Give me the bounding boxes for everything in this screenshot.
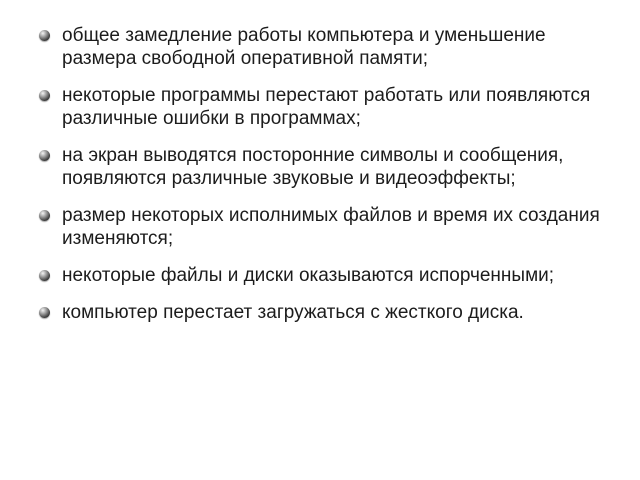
bullet-text: некоторые файлы и диски оказываются испорченными; — [62, 265, 555, 286]
bullet-icon — [39, 210, 50, 221]
bullet-icon — [39, 307, 50, 318]
bullet-icon — [39, 30, 50, 41]
bullet-list — [38, 24, 600, 324]
list-item — [38, 144, 600, 190]
bullet-text: компьютер перестает загружаться с жесткого диска. — [62, 302, 524, 323]
bullet-text: общее замедление работы компьютера и уменьшение размера свободной оперативной памяти; — [62, 25, 546, 69]
list-item — [38, 84, 600, 130]
list-item — [38, 301, 600, 324]
bullet-icon — [39, 150, 50, 161]
bullet-text: размер некоторых исполнимых файлов и время их создания изменяются; — [62, 205, 600, 249]
list-item — [38, 24, 600, 70]
bullet-icon — [39, 270, 50, 281]
bullet-icon — [39, 90, 50, 101]
list-item — [38, 264, 600, 287]
bullet-text: некоторые программы перестают работать или появляются различные ошибки в программах; — [62, 85, 591, 129]
list-item — [38, 204, 600, 250]
bullet-text: на экран выводятся посторонние символы и сообщения, появляются различные звуковые и видеоэффекты; — [62, 145, 564, 189]
